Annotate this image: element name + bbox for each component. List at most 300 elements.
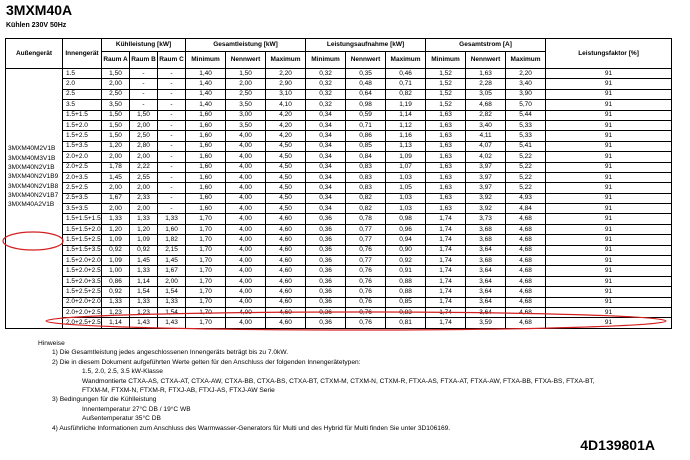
cell-gl-max: 2,20 — [266, 69, 306, 79]
cell-la-max: 0,46 — [386, 69, 426, 79]
cell-la-max: 0,94 — [386, 235, 426, 245]
table-row — [6, 69, 672, 79]
table-row — [6, 141, 672, 151]
cell-raum-c: - — [158, 193, 186, 203]
cell-gl-max: 4,60 — [266, 287, 306, 297]
cell-gl-max: 4,60 — [266, 266, 306, 276]
cell-gs-min: 1,52 — [426, 79, 466, 89]
table-row — [6, 89, 672, 99]
cell-gs-max: 5,22 — [506, 152, 546, 162]
cell-la-min: 0,34 — [306, 193, 346, 203]
cell-gl-max: 4,10 — [266, 100, 306, 110]
cell-gs-nenn: 3,92 — [466, 193, 506, 203]
cell-gl-min: 1,70 — [186, 266, 226, 276]
cell-la-nenn: 0,48 — [346, 79, 386, 89]
cell-gs-max: 4,68 — [506, 256, 546, 266]
table-row — [6, 162, 672, 172]
cell-innengeraet: 1.5+2.5+2.5 — [63, 287, 102, 297]
cell-la-max: 0,98 — [386, 214, 426, 224]
cell-raum-a: 2,00 — [102, 79, 130, 89]
cell-gs-min: 1,74 — [426, 297, 466, 307]
cell-raum-a: 0,92 — [102, 245, 130, 255]
cell-la-max: 1,05 — [386, 183, 426, 193]
cell-la-max: 0,96 — [386, 224, 426, 234]
cell-la-nenn: 0,76 — [346, 287, 386, 297]
cell-gl-max: 4,60 — [266, 245, 306, 255]
cell-leistungsfaktor: 91 — [546, 131, 672, 141]
cell-innengeraet: 1.5 — [63, 69, 102, 79]
cell-gl-max: 4,60 — [266, 235, 306, 245]
cell-gl-nenn: 4,00 — [226, 307, 266, 317]
cell-gl-min: 1,60 — [186, 162, 226, 172]
cell-gl-min: 1,60 — [186, 141, 226, 151]
cell-raum-c: - — [158, 110, 186, 120]
cell-innengeraet: 2.0 — [63, 79, 102, 89]
cell-raum-a: 3,50 — [102, 100, 130, 110]
cell-la-min: 0,36 — [306, 224, 346, 234]
cell-gs-max: 5,22 — [506, 172, 546, 182]
subheader-gs-nenn: Nennwert — [466, 52, 506, 69]
cell-gl-nenn: 4,00 — [226, 235, 266, 245]
cell-la-min: 0,36 — [306, 266, 346, 276]
cell-gl-min: 1,70 — [186, 307, 226, 317]
cell-la-nenn: 0,64 — [346, 89, 386, 99]
cell-raum-b: 1,33 — [130, 214, 158, 224]
table-row — [6, 131, 672, 141]
cell-gs-max: 4,68 — [506, 224, 546, 234]
cell-gs-min: 1,74 — [426, 276, 466, 286]
cell-gl-min: 1,70 — [186, 214, 226, 224]
cell-gl-nenn: 2,00 — [226, 79, 266, 89]
cell-gl-nenn: 4,00 — [226, 183, 266, 193]
cell-innengeraet: 1.5+2.0+3.5 — [63, 276, 102, 286]
table-body — [6, 69, 672, 329]
cell-gl-max: 4,50 — [266, 172, 306, 182]
cell-innengeraet: 2.0+3.5 — [63, 172, 102, 182]
cell-gl-min: 1,70 — [186, 245, 226, 255]
cell-gl-min: 1,70 — [186, 287, 226, 297]
cell-gs-max: 4,68 — [506, 245, 546, 255]
cell-raum-b: 2,55 — [130, 172, 158, 182]
cell-la-nenn: 0,76 — [346, 266, 386, 276]
cell-leistungsfaktor: 91 — [546, 183, 672, 193]
table-row — [6, 214, 672, 224]
cell-gs-max: 5,70 — [506, 100, 546, 110]
cell-gl-nenn: 4,00 — [226, 224, 266, 234]
cell-leistungsfaktor: 91 — [546, 141, 672, 151]
cell-innengeraet: 3.5 — [63, 100, 102, 110]
cell-raum-b: - — [130, 79, 158, 89]
cell-raum-c: 1,45 — [158, 256, 186, 266]
cell-leistungsfaktor: 91 — [546, 69, 672, 79]
cell-innengeraet: 1.5+2.5 — [63, 131, 102, 141]
header-gesamtleistung: Gesamtleistung [kW] — [186, 39, 306, 52]
cell-gs-max: 4,68 — [506, 318, 546, 328]
cell-gl-max: 4,50 — [266, 193, 306, 203]
cell-raum-c: - — [158, 100, 186, 110]
cell-gs-min: 1,63 — [426, 110, 466, 120]
cell-la-nenn: 0,82 — [346, 204, 386, 214]
outdoor-unit-model: 3MXM40N2V1B8 — [8, 182, 59, 190]
cell-la-min: 0,34 — [306, 120, 346, 130]
cell-raum-b: 1,54 — [130, 287, 158, 297]
cell-raum-a: 1,14 — [102, 318, 130, 328]
cell-gs-max: 5,44 — [506, 110, 546, 120]
cell-innengeraet: 1.5+3.5 — [63, 141, 102, 151]
cell-gl-max: 3,10 — [266, 89, 306, 99]
cell-raum-b: 1,33 — [130, 297, 158, 307]
header-leistungsaufnahme: Leistungsaufnahme [kW] — [306, 39, 426, 52]
cell-gs-nenn: 3,97 — [466, 183, 506, 193]
cell-gl-nenn: 3,50 — [226, 100, 266, 110]
cell-raum-a: 1,50 — [102, 69, 130, 79]
cell-la-min: 0,36 — [306, 245, 346, 255]
cell-gs-min: 1,74 — [426, 245, 466, 255]
cell-raum-c: - — [158, 172, 186, 182]
note-2: 2) Die in diesem Dokument aufgeführten Werte gelten für den Anschluss der folgenden Innengerätetypen: — [52, 358, 361, 366]
cell-gl-nenn: 4,00 — [226, 193, 266, 203]
cell-gl-nenn: 4,00 — [226, 162, 266, 172]
cell-gs-min: 1,74 — [426, 256, 466, 266]
page-title: 3MXM40A — [6, 2, 73, 18]
table-row — [6, 307, 672, 317]
cell-la-min: 0,34 — [306, 204, 346, 214]
cell-gl-min: 1,70 — [186, 276, 226, 286]
cell-raum-a: 1,78 — [102, 162, 130, 172]
cell-raum-a: 1,33 — [102, 297, 130, 307]
cell-la-nenn: 0,35 — [346, 69, 386, 79]
cell-innengeraet: 1.5+1.5+1.5 — [63, 214, 102, 224]
cell-gs-nenn: 4,11 — [466, 131, 506, 141]
cell-leistungsfaktor: 91 — [546, 266, 672, 276]
document-code: 4D139801A — [580, 437, 655, 453]
cell-gl-nenn: 4,00 — [226, 276, 266, 286]
cell-gs-max: 4,68 — [506, 276, 546, 286]
cell-gl-min: 1,60 — [186, 183, 226, 193]
cell-la-nenn: 0,59 — [346, 110, 386, 120]
cell-raum-b: 1,09 — [130, 235, 158, 245]
cell-la-max: 1,03 — [386, 172, 426, 182]
cell-la-min: 0,36 — [306, 214, 346, 224]
outdoor-unit-model: 3MXM40M3V1B — [8, 154, 56, 162]
cell-la-nenn: 0,83 — [346, 183, 386, 193]
table-row — [6, 235, 672, 245]
outdoor-unit-model: 3MXM40N2V1B — [8, 163, 55, 171]
cell-gs-min: 1,63 — [426, 162, 466, 172]
cell-raum-a: 1,23 — [102, 307, 130, 317]
cell-la-max: 0,71 — [386, 79, 426, 89]
cell-la-min: 0,36 — [306, 287, 346, 297]
cell-gs-nenn: 2,28 — [466, 79, 506, 89]
cell-gs-min: 1,74 — [426, 235, 466, 245]
header-leistungsfaktor: Leistungsfaktor [%] — [546, 39, 672, 69]
cell-raum-c: - — [158, 69, 186, 79]
cell-leistungsfaktor: 91 — [546, 318, 672, 328]
cell-raum-b: 1,23 — [130, 307, 158, 317]
cell-raum-a: 1,09 — [102, 256, 130, 266]
cell-raum-c: 1,60 — [158, 224, 186, 234]
cell-raum-c: - — [158, 79, 186, 89]
outdoor-unit-cell — [6, 69, 63, 329]
cell-innengeraet: 3.5+3.5 — [63, 204, 102, 214]
cell-raum-c: - — [158, 89, 186, 99]
cell-gl-nenn: 2,50 — [226, 89, 266, 99]
header-aussengeraet: Außengerät — [6, 39, 63, 69]
cell-raum-c: - — [158, 204, 186, 214]
cell-la-max: 0,82 — [386, 89, 426, 99]
cell-la-max: 0,91 — [386, 266, 426, 276]
note-4: 4) Ausführliche Informationen zum Anschluss des Warmwasser-Generators für Multi und des Hybrid für Multi finden Sie unter 3D106169. — [52, 424, 451, 432]
cell-raum-c: 1,43 — [158, 318, 186, 328]
cell-innengeraet: 1.5+2.0+2.0 — [63, 256, 102, 266]
subheader-gl-min: Minimum — [186, 52, 226, 69]
cell-leistungsfaktor: 91 — [546, 256, 672, 266]
cell-innengeraet: 2.0+2.5 — [63, 162, 102, 172]
cell-raum-b: 1,14 — [130, 276, 158, 286]
cell-la-min: 0,34 — [306, 152, 346, 162]
table-row — [6, 276, 672, 286]
table-row — [6, 224, 672, 234]
cell-la-nenn: 0,98 — [346, 100, 386, 110]
cell-gs-min: 1,63 — [426, 204, 466, 214]
cell-gs-min: 1,63 — [426, 152, 466, 162]
cell-gs-min: 1,63 — [426, 141, 466, 151]
cell-gl-min: 1,60 — [186, 172, 226, 182]
cell-raum-b: 1,43 — [130, 318, 158, 328]
cell-gs-nenn: 3,40 — [466, 120, 506, 130]
cell-raum-a: 1,00 — [102, 266, 130, 276]
cell-la-max: 0,88 — [386, 276, 426, 286]
table-row — [6, 204, 672, 214]
cell-gl-nenn: 4,00 — [226, 266, 266, 276]
subheader-la-max: Maximum — [386, 52, 426, 69]
cell-gs-max: 4,68 — [506, 235, 546, 245]
cell-la-min: 0,36 — [306, 307, 346, 317]
cell-la-nenn: 0,85 — [346, 141, 386, 151]
outdoor-unit-model: 3MXM40N2V1B7 — [8, 192, 59, 200]
cell-gs-max: 4,68 — [506, 307, 546, 317]
cell-gl-nenn: 4,00 — [226, 245, 266, 255]
cell-la-min: 0,32 — [306, 89, 346, 99]
cell-raum-c: 1,67 — [158, 266, 186, 276]
cell-innengeraet: 1.5+1.5+3.5 — [63, 245, 102, 255]
cell-gl-min: 1,60 — [186, 204, 226, 214]
cell-la-min: 0,34 — [306, 183, 346, 193]
cell-gl-max: 2,90 — [266, 79, 306, 89]
cell-raum-c: - — [158, 162, 186, 172]
cell-gl-nenn: 1,50 — [226, 69, 266, 79]
cell-leistungsfaktor: 91 — [546, 307, 672, 317]
cell-raum-c: - — [158, 120, 186, 130]
cell-gs-nenn: 2,82 — [466, 110, 506, 120]
cell-gl-nenn: 4,00 — [226, 152, 266, 162]
cell-gs-nenn: 3,64 — [466, 287, 506, 297]
cell-raum-a: 2,00 — [102, 204, 130, 214]
cell-leistungsfaktor: 91 — [546, 89, 672, 99]
cell-gl-max: 4,60 — [266, 307, 306, 317]
table-row — [6, 245, 672, 255]
cell-raum-c: 2,00 — [158, 276, 186, 286]
note-1: 1) Die Gesamtleistung jedes angeschlossenen Innengeräts beträgt bis zu 7.0kW. — [52, 349, 289, 357]
cell-la-max: 1,14 — [386, 110, 426, 120]
cell-la-max: 0,92 — [386, 256, 426, 266]
cell-gs-nenn: 3,68 — [466, 256, 506, 266]
header-gesamtstrom: Gesamtstrom [A] — [426, 39, 546, 52]
cell-innengeraet: 1.5+1.5+2.0 — [63, 224, 102, 234]
cell-gs-min: 1,63 — [426, 172, 466, 182]
cell-gs-nenn: 3,73 — [466, 214, 506, 224]
cell-la-max: 0,90 — [386, 245, 426, 255]
cell-raum-a: 0,92 — [102, 287, 130, 297]
cell-raum-c: 1,54 — [158, 287, 186, 297]
cell-innengeraet: 2.0+2.0+2.5 — [63, 307, 102, 317]
cell-leistungsfaktor: 91 — [546, 276, 672, 286]
subheader-gl-max: Maximum — [266, 52, 306, 69]
cell-gs-nenn: 3,64 — [466, 297, 506, 307]
table-row — [6, 79, 672, 89]
cell-raum-c: 1,82 — [158, 235, 186, 245]
cell-gl-min: 1,60 — [186, 110, 226, 120]
cell-innengeraet: 2.5 — [63, 89, 102, 99]
cell-leistungsfaktor: 91 — [546, 245, 672, 255]
header-innengeraet: Innengerät — [63, 39, 102, 69]
note-3-indoor: Innentemperatur 27°C DB / 19°C WB — [82, 405, 191, 413]
cell-gs-min: 1,74 — [426, 318, 466, 328]
cell-gl-min: 1,60 — [186, 120, 226, 130]
cell-gl-max: 4,50 — [266, 152, 306, 162]
cell-gl-nenn: 3,00 — [226, 110, 266, 120]
notes-section — [22, 339, 662, 433]
cell-gs-min: 1,74 — [426, 307, 466, 317]
table-row — [6, 287, 672, 297]
cell-leistungsfaktor: 91 — [546, 214, 672, 224]
cell-gl-max: 4,50 — [266, 141, 306, 151]
subheader-gs-max: Maximum — [506, 52, 546, 69]
cell-gs-nenn: 4,02 — [466, 152, 506, 162]
cell-la-max: 1,09 — [386, 152, 426, 162]
table-row — [6, 152, 672, 162]
cell-la-min: 0,34 — [306, 172, 346, 182]
cell-leistungsfaktor: 91 — [546, 297, 672, 307]
cell-la-max: 0,88 — [386, 287, 426, 297]
subheader-la-min: Minimum — [306, 52, 346, 69]
cell-raum-c: - — [158, 131, 186, 141]
cell-la-max: 1,16 — [386, 131, 426, 141]
cell-raum-a: 1,20 — [102, 141, 130, 151]
cell-gl-min: 1,40 — [186, 69, 226, 79]
cell-raum-b: - — [130, 69, 158, 79]
outdoor-unit-model: 3MXM40N2V1B9 — [8, 173, 59, 181]
cell-raum-b: 2,50 — [130, 131, 158, 141]
note-3: 3) Bedingungen für die Kühlleistung — [52, 396, 157, 404]
cell-raum-c: 1,33 — [158, 297, 186, 307]
cell-gs-min: 1,74 — [426, 214, 466, 224]
cell-la-nenn: 0,86 — [346, 131, 386, 141]
cell-raum-c: 2,15 — [158, 245, 186, 255]
cell-gl-nenn: 4,00 — [226, 214, 266, 224]
notes-heading: Hinweise — [38, 340, 65, 347]
cell-raum-b: 2,22 — [130, 162, 158, 172]
cell-la-min: 0,34 — [306, 131, 346, 141]
table-row — [6, 266, 672, 276]
cell-gl-max: 4,20 — [266, 110, 306, 120]
cell-la-nenn: 0,71 — [346, 120, 386, 130]
cell-gs-nenn: 3,97 — [466, 172, 506, 182]
cell-gs-nenn: 4,07 — [466, 141, 506, 151]
cell-raum-c: - — [158, 152, 186, 162]
cell-raum-a: 2,50 — [102, 89, 130, 99]
cell-gs-max: 4,68 — [506, 287, 546, 297]
cell-innengeraet: 1.5+1.5 — [63, 110, 102, 120]
cell-gl-min: 1,70 — [186, 235, 226, 245]
cell-gs-nenn: 3,64 — [466, 276, 506, 286]
cell-gl-nenn: 4,00 — [226, 297, 266, 307]
cell-la-max: 1,12 — [386, 120, 426, 130]
cell-raum-b: 2,00 — [130, 120, 158, 130]
outdoor-unit-model: 3MXM40A2V1B — [8, 201, 55, 209]
cell-gl-max: 4,60 — [266, 318, 306, 328]
cell-raum-c: 1,33 — [158, 214, 186, 224]
cell-gs-max: 5,22 — [506, 183, 546, 193]
cell-gl-nenn: 4,00 — [226, 204, 266, 214]
cell-gs-min: 1,63 — [426, 193, 466, 203]
table-row — [6, 172, 672, 182]
cell-gl-min: 1,70 — [186, 256, 226, 266]
cell-gs-nenn: 3,97 — [466, 162, 506, 172]
cell-gs-min: 1,63 — [426, 120, 466, 130]
cell-gl-min: 1,70 — [186, 318, 226, 328]
note-2-classes: 1.5, 2.0, 2.5, 3.5 kW-Klasse — [82, 368, 163, 376]
cell-la-nenn: 0,83 — [346, 172, 386, 182]
cell-gs-min: 1,74 — [426, 287, 466, 297]
table-row — [6, 318, 672, 328]
cell-la-min: 0,34 — [306, 110, 346, 120]
cell-innengeraet: 2.0+2.0+2.0 — [63, 297, 102, 307]
cell-raum-a: 1,50 — [102, 120, 130, 130]
cell-gl-max: 4,60 — [266, 256, 306, 266]
cell-raum-b: 2,00 — [130, 152, 158, 162]
cell-la-max: 1,19 — [386, 100, 426, 110]
cell-la-min: 0,36 — [306, 256, 346, 266]
cell-la-min: 0,36 — [306, 276, 346, 286]
cell-la-nenn: 0,84 — [346, 152, 386, 162]
header-kuehlleistung: Kühlleistung [kW] — [102, 39, 186, 52]
cell-raum-b: 1,20 — [130, 224, 158, 234]
cell-leistungsfaktor: 91 — [546, 110, 672, 120]
cell-gl-min: 1,40 — [186, 100, 226, 110]
cell-la-min: 0,34 — [306, 141, 346, 151]
cell-la-nenn: 0,82 — [346, 193, 386, 203]
table-row — [6, 256, 672, 266]
cell-raum-a: 1,20 — [102, 224, 130, 234]
cell-raum-b: 1,33 — [130, 266, 158, 276]
cell-gs-min: 1,52 — [426, 100, 466, 110]
cell-gl-nenn: 4,00 — [226, 141, 266, 151]
cell-gs-max: 5,33 — [506, 120, 546, 130]
cell-gl-nenn: 4,00 — [226, 318, 266, 328]
cell-gs-nenn: 4,68 — [466, 100, 506, 110]
cell-innengeraet: 1.5+2.0 — [63, 120, 102, 130]
outdoor-unit-model: 3MXM40M2V1B — [8, 145, 56, 153]
cell-gs-max: 4,68 — [506, 297, 546, 307]
cell-innengeraet: 1.5+2.0+2.5 — [63, 266, 102, 276]
cell-gs-max: 4,68 — [506, 214, 546, 224]
cell-gs-nenn: 3,68 — [466, 235, 506, 245]
cell-la-nenn: 0,77 — [346, 256, 386, 266]
cell-raum-a: 1,67 — [102, 193, 130, 203]
subheader-gl-nenn: Nennwert — [226, 52, 266, 69]
cell-la-max: 0,83 — [386, 307, 426, 317]
